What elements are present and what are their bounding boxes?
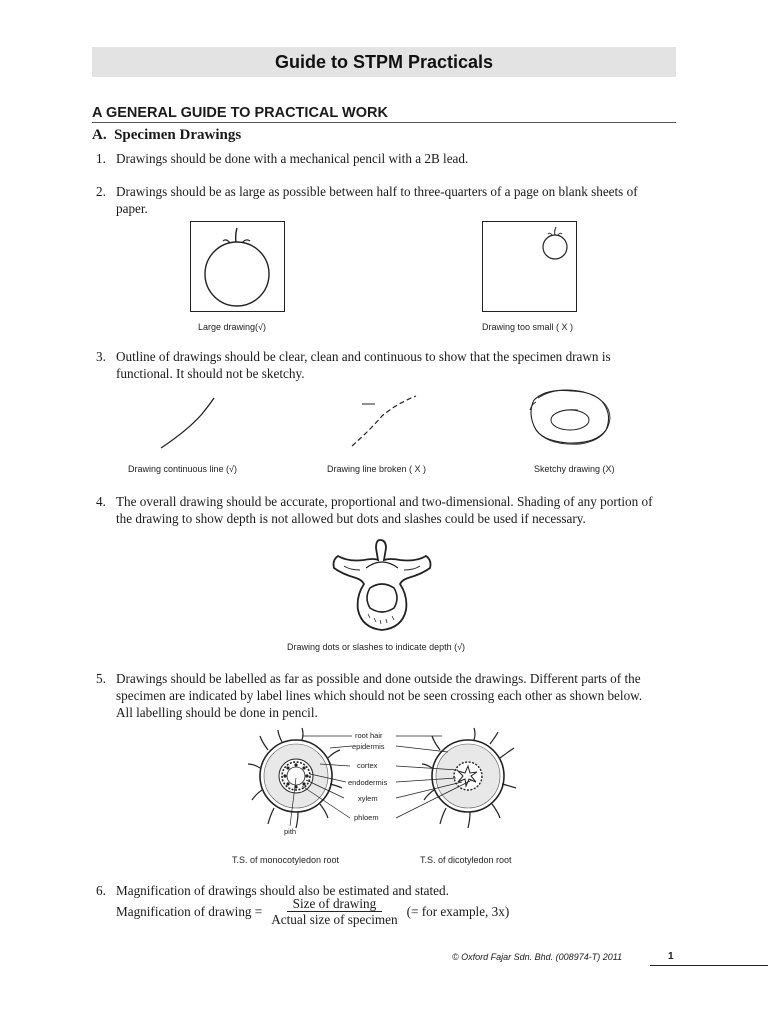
- item-number: 2.: [96, 184, 106, 199]
- caption-dots-slashes: Drawing dots or slashes to indicate depth (√): [287, 642, 466, 652]
- footer-rule: [650, 965, 768, 966]
- caption-continuous-line: Drawing continuous line (√): [128, 464, 237, 474]
- label-cortex: cortex: [357, 761, 378, 770]
- caption-too-small: Drawing too small ( X ): [482, 322, 574, 332]
- label-phloem: phloem: [354, 813, 379, 822]
- item-number: 5.: [96, 671, 106, 686]
- section-heading: A GENERAL GUIDE TO PRACTICAL WORK: [92, 105, 676, 123]
- caption-monocot: T.S. of monocotyledon root: [232, 855, 340, 865]
- magnification-formula: [116, 896, 509, 927]
- vertebra-figure: [330, 538, 434, 634]
- label-root-hair: root hair: [355, 731, 383, 740]
- item-text: Outline of drawings should be clear, clean and continuous to show that the specimen drawn is functional. It should not be sketchy.: [116, 349, 611, 381]
- item-number: 4.: [96, 494, 106, 509]
- caption-sketchy: Sketchy drawing (X): [534, 464, 615, 474]
- caption-line-broken: Drawing line broken ( X ): [327, 464, 427, 474]
- label-xylem: xylem: [358, 794, 378, 803]
- page-header: [92, 47, 676, 77]
- list-item: [96, 183, 656, 217]
- root-sections-figure: [246, 728, 526, 840]
- item-text: Drawings should be labelled as far as possible and done outside the drawings. Different parts of the specimen are indicated by label lines which should not be seen crossing each other as shown below. All labelling should be done in pencil.: [116, 671, 643, 720]
- page-number: 1: [668, 951, 674, 962]
- label-endodermis: endodermis: [348, 778, 388, 787]
- broken-line-figure: [348, 394, 420, 452]
- item-number: 6.: [96, 883, 106, 898]
- item-text: Drawings should be done with a mechanical pencil with a 2B lead.: [116, 151, 469, 166]
- small-drawing-figure: [482, 221, 578, 313]
- item-text: Drawings should be as large as possible between half to three-quarters of a page on blank sheets of paper.: [116, 184, 638, 216]
- label-pith: pith: [284, 827, 297, 836]
- formula-note: (= for example, 3x): [406, 903, 510, 919]
- formula-lhs: Magnification of drawing =: [116, 903, 263, 919]
- item-text: The overall drawing should be accurate, proportional and two-dimensional. Shading of any portion of the drawing to show depth is not allowed but dots and slashes could be used if necessary.: [116, 494, 653, 526]
- item-number: 3.: [96, 349, 106, 364]
- item-number: 1.: [96, 151, 106, 166]
- copyright-notice: © Oxford Fajar Sdn. Bhd. (008974-T) 2011: [452, 952, 623, 962]
- formula-denominator: Actual size of specimen: [271, 912, 398, 927]
- label-epidermis: epidermis: [352, 742, 385, 751]
- list-item: [96, 150, 656, 167]
- page-title: Guide to STPM Practicals: [274, 51, 494, 72]
- caption-large-drawing: Large drawing(√): [198, 322, 266, 332]
- large-drawing-figure: [190, 221, 286, 313]
- caption-dicot: T.S. of dicotyledon root: [420, 855, 512, 865]
- list-item: [96, 493, 656, 527]
- formula-numerator: Size of drawing: [287, 896, 383, 912]
- dicot-root: [422, 728, 516, 828]
- list-item: [96, 348, 656, 382]
- subsection-heading: A. Specimen Drawings: [92, 127, 242, 143]
- continuous-line-figure: [158, 396, 218, 452]
- list-item: [96, 670, 656, 721]
- item-text: Magnification of drawings should also be estimated and stated.: [116, 883, 449, 898]
- formula-fraction: [265, 896, 403, 927]
- sketchy-drawing-figure: [526, 386, 618, 448]
